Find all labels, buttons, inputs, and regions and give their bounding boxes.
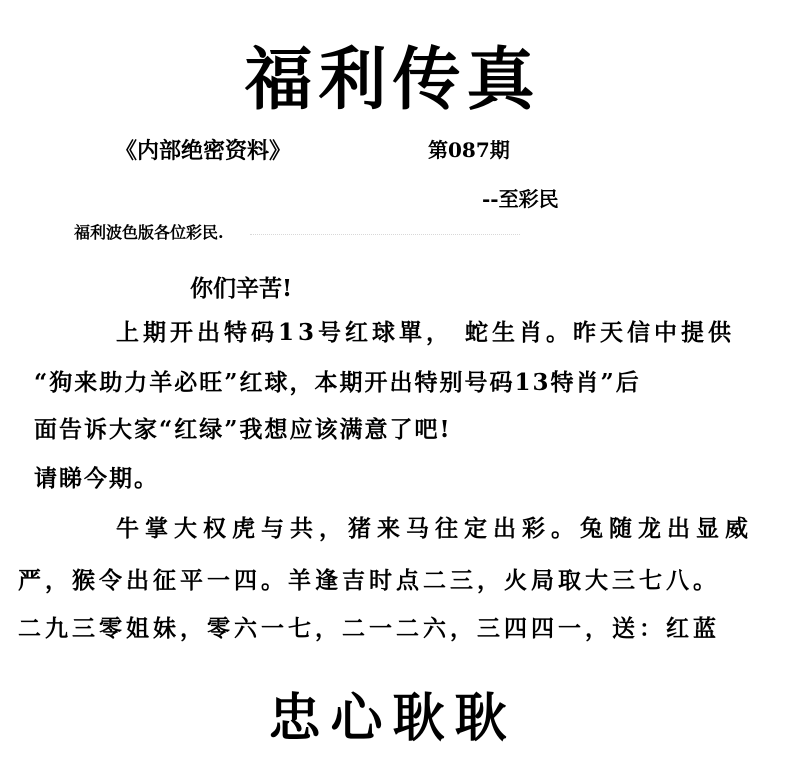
document-subtitle: 《内部绝密资料》	[115, 138, 292, 164]
issue-number: 第087期	[428, 138, 510, 162]
recipient-line: 福利波色版各位彩民.	[74, 223, 224, 242]
paragraph2-line: 二九三零姐妹，零六一七，二一二六，三四四一，送：红蓝	[18, 615, 720, 642]
greeting: 你们辛苦!	[190, 275, 293, 302]
paragraph2-line: 严，猴令出征平一四。羊逢吉时点二三，火局取大三七八。	[18, 567, 720, 594]
signature-line: --至彩民	[482, 187, 559, 211]
closing-phrase: 忠心耿耿	[268, 688, 517, 749]
paragraph1-line: “狗来助力羊必旺”红球，本期开出特别号码13特肖”后	[34, 369, 641, 396]
paragraph1-line: 请睇今期。	[34, 465, 159, 492]
document-title: 福利传真	[244, 40, 541, 120]
paragraph1-line: 上期开出特码13号红球單， 蛇生肖。昨天信中提供	[116, 319, 736, 346]
dotted-divider	[250, 234, 520, 235]
paragraph2-line: 牛掌大权虎与共，猪来马往定出彩。兔随龙出显威	[116, 515, 754, 542]
paragraph1-line: 面告诉大家“红绿”我想应该满意了吧!	[34, 416, 452, 443]
